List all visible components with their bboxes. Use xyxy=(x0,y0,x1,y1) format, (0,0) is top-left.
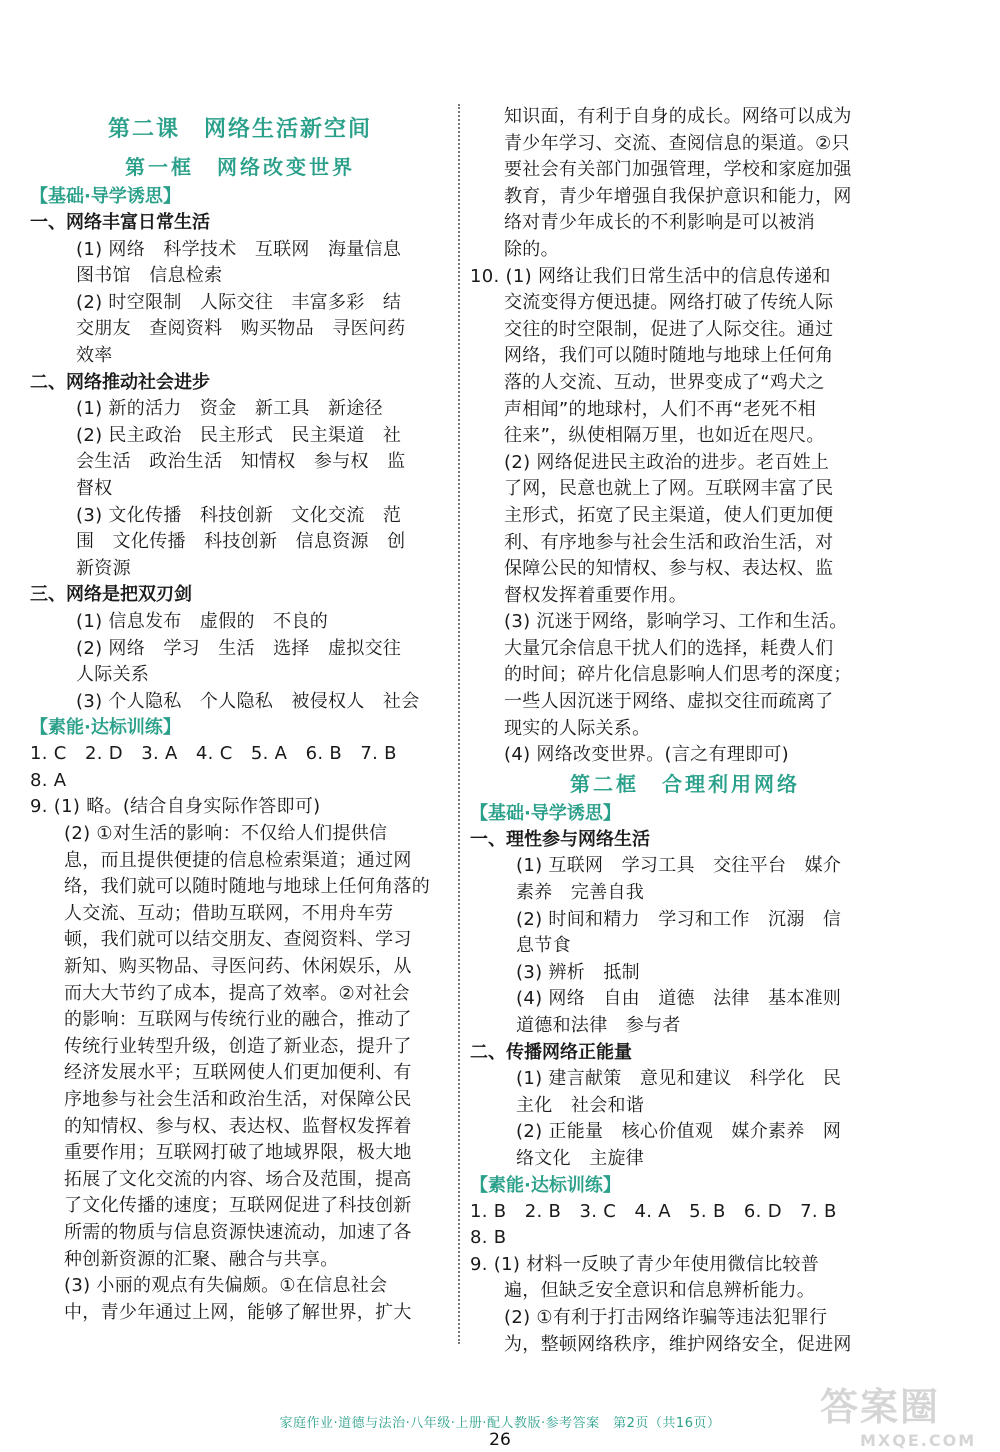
text-line: 图书馆 信息检索 xyxy=(76,265,223,287)
section-basic-tag: 【基础·导学诱思】 xyxy=(30,186,181,207)
text-line: 经济发展水平；互联网使人们更加便利、有 xyxy=(64,1062,412,1084)
text-line: (2) 网络 学习 生活 选择 虚拟交往 xyxy=(76,637,402,659)
text-line: 新资源 xyxy=(76,557,131,579)
text-line: 道德和法律 参与者 xyxy=(516,1015,681,1036)
text-line: 息，而且提供便捷的信息检索渠道；通过网 xyxy=(64,849,412,871)
text-line: (3) 沉迷于网络，影响学习、工作和生活。 xyxy=(504,611,848,633)
text-line: (1) 信息发布 虚假的 不良的 xyxy=(76,610,329,632)
text-line: (2) 正能量 核心价值观 媒介素养 网 xyxy=(516,1121,842,1143)
text-line: 的知情权、参与权、表达权、监督权发挥着 xyxy=(64,1115,412,1137)
text-line: 督权 xyxy=(76,477,113,499)
text-line: 围 文化传播 科技创新 信息资源 创 xyxy=(76,531,406,553)
text-line: 的影响：互联网与传统行业的融合，推动了 xyxy=(64,1009,412,1031)
text-line: 新知、购买物品、寻医问药、休闲娱乐，从 xyxy=(64,956,412,978)
section-basic-tag-2: 【基础·导学诱思】 xyxy=(470,802,621,824)
text-line: 序地参与社会生活和政治生活，对保障公民 xyxy=(64,1089,412,1110)
heading-2-right: 二、传播网络正能量 xyxy=(470,1041,632,1063)
text-line: (3) 辨析 抵制 xyxy=(516,961,640,983)
text-line: 络，我们就可以随时随地与地球上任何角落的 xyxy=(64,876,430,898)
heading-1: 一、网络丰富日常生活 xyxy=(30,212,210,233)
heading-3: 三、网络是把双刃剑 xyxy=(30,584,192,606)
text-line: (4) 网络 自由 道德 法律 基本准则 xyxy=(516,988,842,1010)
text-line: 知识面，有利于自身的成长。网络可以成为 xyxy=(504,106,852,127)
text-line: 大量冗余信息干扰人们的选择，耗费人们 xyxy=(504,637,834,659)
continued-answer xyxy=(470,104,900,264)
text-line: 了文化传播的速度；互联网促进了科技创新 xyxy=(64,1195,412,1217)
text-line: 教育，青少年增强自我保护意识和能力，网 xyxy=(504,185,852,207)
text-line: 往来”，纵使相隔万里，也如近在咫尺。 xyxy=(504,425,825,447)
answer-key-2 xyxy=(470,1199,900,1252)
text-line: 息节食 xyxy=(516,935,571,957)
text-line: 重要作用；互联网打破了地域界限，极大地 xyxy=(64,1142,412,1164)
text-line: (2) 网络促进民主政治的进步。老百姓上 xyxy=(504,451,830,473)
answer-line: 1. B 2. B 3. C 4. A 5. B 6. D 7. B xyxy=(470,1200,837,1222)
heading-3-lines xyxy=(30,609,450,715)
text-line: (1) 新的活力 资金 新工具 新途径 xyxy=(76,398,383,420)
question-9-answer-2 xyxy=(470,1252,900,1358)
text-line: 除的。 xyxy=(504,238,559,260)
answer-line: 1. C 2. D 3. A 4. C 5. A 6. B 7. B xyxy=(30,743,397,765)
text-line: 的时间；碎片化信息影响人们思考的深度； xyxy=(504,664,852,686)
page-footer: 家庭作业·道德与法治·八年级·上册·配人教版·参考答案 第2页（共16页） xyxy=(279,1416,721,1431)
text-line: 人交流、互动；借助互联网，不用舟车劳 xyxy=(64,902,394,924)
text-line: (1) 网络 科学技术 互联网 海量信息 xyxy=(76,238,402,260)
section-train-tag: 【素能·达标训练】 xyxy=(30,717,181,739)
lesson-title: 第二课 网络生活新空间 xyxy=(107,117,372,142)
text-line: (2) 时空限制 人际交往 丰富多彩 结 xyxy=(76,291,402,313)
text-line: 中，青少年通过上网，能够了解世界，扩大 xyxy=(64,1301,412,1323)
text-line: 10. (1) 网络让我们日常生活中的信息传递和 xyxy=(470,265,831,287)
text-line: 保障公民的知情权、参与权、表达权、监 xyxy=(504,558,834,580)
text-line: 青少年学习、交流、查阅信息的渠道。②只 xyxy=(504,132,850,154)
heading-2-right-lines xyxy=(470,1066,900,1172)
site-watermark xyxy=(820,1376,990,1448)
heading-2: 二、网络推动社会进步 xyxy=(30,371,210,393)
watermark-url: MXQE.COM xyxy=(860,1431,977,1450)
text-line: 素养 完善自我 xyxy=(516,882,645,904)
text-line: (1) 互联网 学习工具 交往平台 媒介 xyxy=(516,855,842,877)
text-line: 利、有序地参与社会生活和政治生活，对 xyxy=(504,531,834,553)
heading-1-right-lines xyxy=(470,853,900,1039)
text-line: 现实的人际关系。 xyxy=(504,717,651,739)
frame-title-2: 第二框 合理利用网络 xyxy=(570,771,800,796)
answer-line: 9. (1) 略。(结合自身实际作答即可) xyxy=(30,796,321,818)
text-line: (3) 文化传播 科技创新 文化交流 范 xyxy=(76,504,402,526)
text-line: 传统行业转型升级，创造了新业态，提升了 xyxy=(64,1035,412,1057)
text-line: 效率 xyxy=(76,344,113,366)
watermark-logo-text: 答案圈 xyxy=(820,1385,941,1429)
text-line: 主化 社会和谐 xyxy=(516,1094,645,1116)
left-column xyxy=(30,104,450,1326)
text-line: 交朋友 查阅资料 购买物品 寻医问药 xyxy=(76,318,406,340)
text-line: (2) 时间和精力 学习和工作 沉溺 信 xyxy=(516,908,842,930)
text-line: (2) ①对生活的影响：不仅给人们提供信 xyxy=(64,823,388,845)
text-line: 为，整顿网络秩序，维护网络安全，促进网 xyxy=(504,1333,852,1355)
text-line: 了网，民意也就上了网。互联网丰富了民 xyxy=(504,478,834,500)
text-line: 种创新资源的汇聚、融合与共享。 xyxy=(64,1248,339,1270)
text-line: (3) 个人隐私 个人隐私 被侵权人 社会 xyxy=(76,690,420,712)
text-line: 网络，我们可以随时随地与地球上任何角 xyxy=(504,345,834,367)
question-9-answer xyxy=(30,821,450,1326)
text-line: (2) ①有利于打击网络诈骗等违法犯罪行 xyxy=(504,1306,828,1328)
answer-line: 8. A xyxy=(30,769,67,791)
text-line: (3) 小丽的观点有失偏颇。①在信息社会 xyxy=(64,1275,388,1297)
right-column xyxy=(470,104,900,1358)
text-line: 拓展了文化交流的内容、场合及范围，提高 xyxy=(64,1168,412,1190)
page-number: 26 xyxy=(489,1430,511,1450)
text-line: (1) 建言献策 意见和建议 科学化 民 xyxy=(516,1068,842,1090)
text-line: 声相闻”的地球村，人们不再“老死不相 xyxy=(504,398,817,420)
text-line: 要社会有关部门加强管理，学校和家庭加强 xyxy=(504,159,852,181)
text-line: 交往的时空限制，促进了人际交往。通过 xyxy=(504,318,834,340)
section-train-tag-2: 【素能·达标训练】 xyxy=(470,1174,621,1196)
text-line: 人际关系 xyxy=(76,664,150,686)
text-line: 而大大节约了成本，提高了效率。②对社会 xyxy=(64,982,410,1004)
text-line: 一些人因沉迷于网络、虚拟交往而疏离了 xyxy=(504,691,834,713)
text-line: 落的人交流、互动，世界变成了“鸡犬之 xyxy=(504,371,825,393)
answer-line: 8. B xyxy=(470,1227,507,1249)
heading-1-lines xyxy=(30,237,450,370)
column-divider xyxy=(458,104,460,1344)
text-line: 所需的物质与信息资源快速流动，加速了各 xyxy=(64,1221,412,1243)
text-line: 会生活 政治生活 知情权 参与权 监 xyxy=(76,451,406,473)
text-line: 络文化 主旋律 xyxy=(516,1147,645,1169)
text-line: 遍，但缺乏安全意识和信息辨析能力。 xyxy=(504,1280,816,1302)
answer-key xyxy=(30,741,450,821)
question-10-answer xyxy=(470,264,900,769)
text-line: (4) 网络改变世界。(言之有理即可) xyxy=(504,744,789,766)
heading-2-lines xyxy=(30,396,450,582)
text-line: 络对青少年成长的不利影响是可以被消 xyxy=(504,212,816,234)
text-line: 督权发挥着重要作用。 xyxy=(504,584,687,606)
frame-title: 第一框 网络改变世界 xyxy=(125,155,355,179)
text-line: 顿，我们就可以结交朋友、查阅资料、学习 xyxy=(64,929,412,951)
text-line: (2) 民主政治 民主形式 民主渠道 社 xyxy=(76,424,402,446)
text-line: 9. (1) 材料一反映了青少年使用微信比较普 xyxy=(470,1253,820,1275)
text-line: 交流变得方便迅捷。网络打破了传统人际 xyxy=(504,292,834,314)
heading-1-right: 一、理性参与网络生活 xyxy=(470,828,650,850)
text-line: 主形式，拓宽了民主渠道，使人们更加便 xyxy=(504,504,834,526)
